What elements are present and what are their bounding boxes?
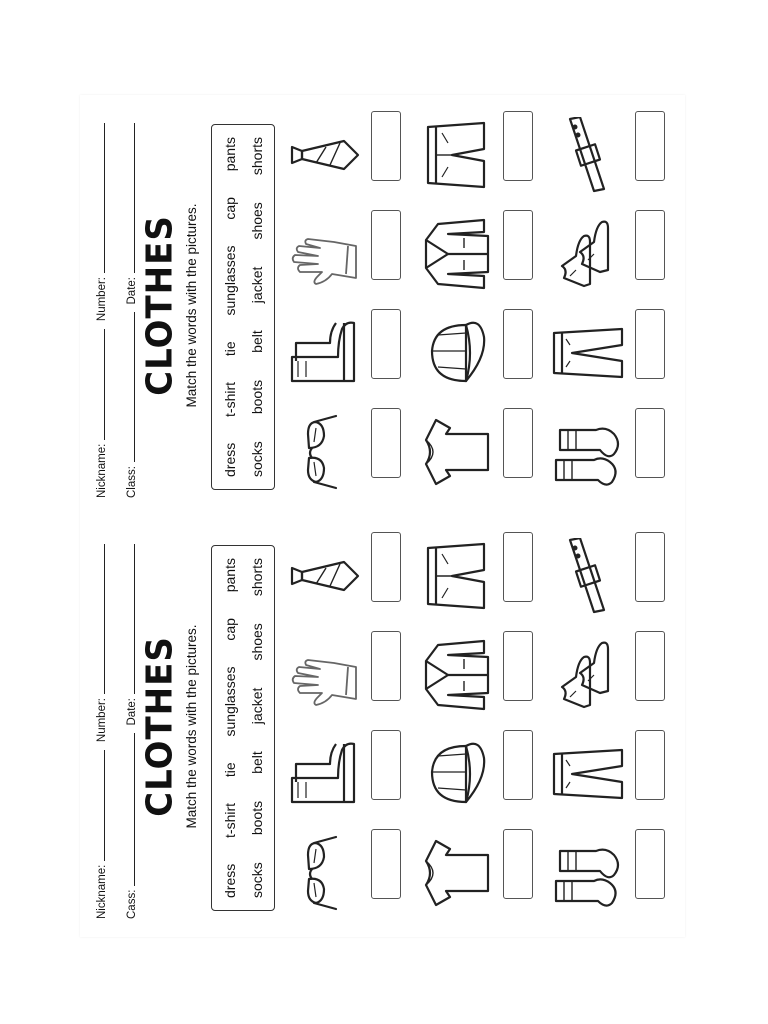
word-bank-word: socks [249, 862, 265, 898]
shorts-icon [418, 117, 494, 193]
answer-box[interactable] [371, 730, 401, 800]
instruction-text: Match the words with the pictures. [184, 203, 199, 408]
word-bank [211, 124, 275, 490]
date-line[interactable] [134, 544, 135, 694]
answer-box[interactable] [371, 829, 401, 899]
answer-box[interactable] [371, 309, 401, 379]
picture-cell [418, 109, 548, 201]
tshirt-icon [418, 835, 494, 911]
class-label: Class: [126, 466, 138, 498]
word-bank-word: cap [222, 618, 238, 641]
date-label: Date: [126, 277, 138, 305]
answer-box[interactable] [371, 408, 401, 478]
word-bank-row [218, 125, 242, 489]
class-info-row [120, 123, 138, 498]
cap-icon [418, 736, 494, 812]
word-bank-row [218, 546, 242, 910]
worksheet-title: CLOTHES [139, 215, 181, 396]
nickname-label: Nickname: [96, 864, 108, 919]
worksheet-title: CLOTHES [139, 636, 181, 817]
answer-box[interactable] [635, 408, 665, 478]
word-bank-word: sunglasses [222, 245, 238, 316]
word-bank-word: tie [222, 762, 238, 778]
word-bank-word: dress [222, 863, 238, 898]
word-bank-word: tie [222, 341, 238, 357]
picture-cell [418, 406, 548, 498]
student-info-row [90, 544, 108, 919]
tshirt-icon [418, 414, 494, 490]
picture-cell [550, 208, 680, 300]
boots-icon [286, 315, 362, 391]
answer-box[interactable] [503, 111, 533, 181]
answer-box[interactable] [635, 631, 665, 701]
sunglasses-icon [286, 414, 362, 490]
shoes-icon [550, 216, 626, 292]
word-bank-word: socks [249, 441, 265, 477]
class-line[interactable] [134, 313, 135, 463]
picture-cell [550, 530, 680, 622]
date-line[interactable] [134, 123, 135, 273]
picture-cell [418, 827, 548, 919]
picture-cell [550, 406, 680, 498]
instruction-text: Match the words with the pictures. [184, 624, 199, 829]
answer-box[interactable] [635, 532, 665, 602]
gloves-icon [286, 637, 362, 713]
picture-cell [550, 307, 680, 399]
word-bank [211, 545, 275, 911]
answer-box[interactable] [635, 309, 665, 379]
sunglasses-icon [286, 835, 362, 911]
number-label: Number: [96, 698, 108, 743]
word-bank-word: shoes [249, 623, 265, 661]
number-line[interactable] [104, 544, 105, 694]
shoes-icon [550, 637, 626, 713]
answer-box[interactable] [635, 210, 665, 280]
picture-cell [286, 208, 416, 300]
class-line[interactable] [134, 734, 135, 886]
answer-box[interactable] [503, 730, 533, 800]
picture-cell [418, 530, 548, 622]
nickname-label: Nickname: [96, 443, 108, 498]
picture-cell [550, 109, 680, 201]
word-bank-word: boots [249, 379, 265, 415]
answer-box[interactable] [503, 408, 533, 478]
worksheet-copy-right [80, 95, 685, 516]
date-label: Date: [126, 698, 138, 726]
picture-cell [286, 827, 416, 919]
cap-icon [418, 315, 494, 391]
picture-cell [286, 728, 416, 820]
word-bank-word: jacket [249, 266, 265, 304]
answer-box[interactable] [503, 829, 533, 899]
gloves-icon [286, 216, 362, 292]
pants-icon [550, 736, 626, 812]
pants-icon [550, 315, 626, 391]
picture-cell [286, 629, 416, 721]
answer-box[interactable] [371, 210, 401, 280]
picture-cell [418, 307, 548, 399]
word-bank-word: pants [222, 558, 238, 593]
word-bank-row [245, 546, 269, 910]
word-bank-word: shoes [249, 202, 265, 240]
boots-icon [286, 736, 362, 812]
word-bank-word: belt [249, 751, 265, 774]
number-label: Number: [96, 277, 108, 322]
worksheet-page [80, 95, 685, 937]
answer-box[interactable] [635, 829, 665, 899]
picture-cell [550, 728, 680, 820]
nickname-line[interactable] [104, 329, 105, 440]
picture-cell [550, 827, 680, 919]
belt-icon [550, 117, 626, 193]
word-bank-word: dress [222, 442, 238, 477]
answer-box[interactable] [371, 532, 401, 602]
picture-cell [550, 629, 680, 721]
answer-box[interactable] [503, 309, 533, 379]
word-bank-row [245, 125, 269, 489]
picture-cell [286, 530, 416, 622]
picture-cell [418, 208, 548, 300]
word-bank-word: cap [222, 197, 238, 220]
picture-cell [286, 109, 416, 201]
picture-cell [286, 406, 416, 498]
word-bank-word: t-shirt [222, 381, 238, 417]
student-info-row [90, 123, 108, 498]
answer-box[interactable] [503, 532, 533, 602]
answer-box[interactable] [371, 111, 401, 181]
worksheet-sheet [80, 95, 685, 937]
jacket-icon [418, 637, 494, 713]
word-bank-word: t-shirt [222, 802, 238, 838]
number-line[interactable] [104, 123, 105, 273]
shorts-icon [418, 538, 494, 614]
picture-cell [418, 728, 548, 820]
word-bank-word: pants [222, 137, 238, 172]
answer-box[interactable] [635, 111, 665, 181]
tie-icon [286, 117, 362, 193]
word-bank-word: belt [249, 330, 265, 353]
tie-icon [286, 538, 362, 614]
word-bank-word: shorts [249, 137, 265, 176]
worksheet-copy-left [80, 516, 685, 937]
word-bank-word: jacket [249, 687, 265, 725]
word-bank-word: shorts [249, 558, 265, 597]
word-bank-word: boots [249, 800, 265, 836]
answer-box[interactable] [503, 631, 533, 701]
answer-box[interactable] [503, 210, 533, 280]
socks-icon [550, 414, 626, 490]
class-label: Cass: [126, 889, 138, 919]
belt-icon [550, 538, 626, 614]
nickname-line[interactable] [104, 750, 105, 861]
answer-box[interactable] [635, 730, 665, 800]
picture-cell [286, 307, 416, 399]
answer-box[interactable] [371, 631, 401, 701]
word-bank-word: sunglasses [222, 666, 238, 737]
socks-icon [550, 835, 626, 911]
jacket-icon [418, 216, 494, 292]
class-info-row [120, 544, 138, 919]
picture-cell [418, 629, 548, 721]
